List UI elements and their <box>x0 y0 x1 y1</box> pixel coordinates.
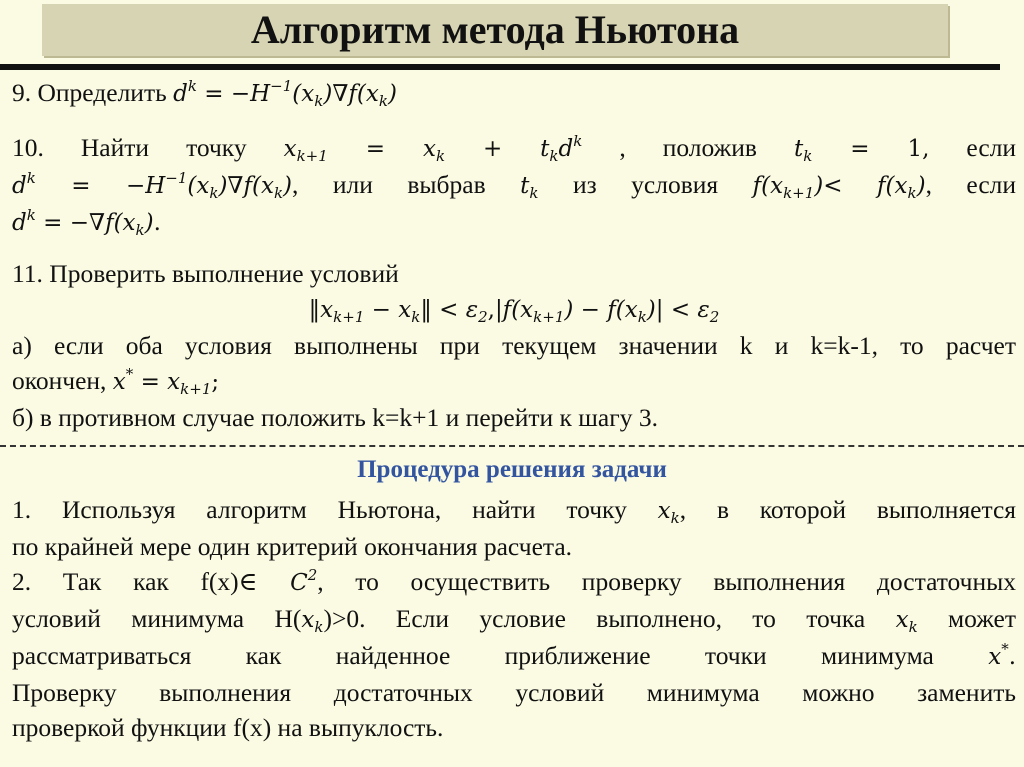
section-divider <box>0 445 1024 447</box>
step-11-label: 11. Проверить выполнение условий <box>12 259 399 288</box>
procedure-2-line-4: Проверку выполнения достаточных условий минимума можно заменить <box>12 678 1016 707</box>
step-9-label: 9. Определить <box>12 78 167 107</box>
procedure-1-line-1: 1. Используя алгоритм Ньютона, найти точку $x_k$, в которой выполняется <box>12 495 1016 527</box>
step-10 <box>12 130 1016 241</box>
step-11-formula: $‖x_{k+1}$ − $x_k‖ < \varepsilon_2,|f(x_{k+1}) - f(x_k)| < \varepsilon_2$ <box>308 297 720 326</box>
title-banner <box>42 4 948 56</box>
procedure-1-line-2: по крайней мере один критерий окончания расчета. <box>12 532 573 561</box>
procedure-2-line-1: 2. Так как f(x)∈ $C^2$, то осуществить проверку выполнения достаточных <box>12 566 1016 596</box>
page-title: Алгоритм метода Ньютона <box>250 7 740 52</box>
step-10-line-3: $d^k = -\nabla f(x_k)$. <box>12 206 161 239</box>
step-11-a-line-1: а) если оба условия выполнены при текущем значении k и k=k-1, то расчет <box>12 331 1016 360</box>
step-11-a-line-2: окончен, $x^* = x_{k+1}$; <box>12 365 220 398</box>
procedure-2-line-2: условий минимума $H(x_k)>0$. Если условие выполнено, то точка $x_k$ может <box>12 604 1017 636</box>
step-11-b-line: б) в противном случае положить k=k+1 и перейти к шагу 3. <box>12 403 658 432</box>
procedure-title: Процедура решения задачи <box>357 456 667 483</box>
step-10-formula-point: $x_{k+1} = x_k + t_kd^k$ <box>283 132 583 165</box>
step-10-line-2: $d^k = -H^{-1}(x_k)\nabla f(x_k)$, или выбрав $t_k$ из условия $f(x_{k+1})< f(x_k)$, если <box>12 169 1017 202</box>
procedure-body <box>12 492 1016 745</box>
procedure-2-line-3: рассматриваться как найденное приближение точки минимума x*. <box>12 640 1017 670</box>
step-9-formula: $d^k = -H^{-1}(x_k)\nabla f(x_k)$ <box>173 77 397 110</box>
title-rule <box>0 64 1000 70</box>
step-10-formula-t: $t_k = 1$, <box>793 136 930 165</box>
procedure-2-line-5: проверкой функции f(x) на выпуклость. <box>12 713 444 742</box>
step-11 <box>12 256 1016 435</box>
step-10-line-1: 10. Найти точку $x_{k+1} = x_k + t_kd^k$ , положив $t_k = 1$, если <box>12 132 1017 165</box>
step-9 <box>12 75 1016 112</box>
